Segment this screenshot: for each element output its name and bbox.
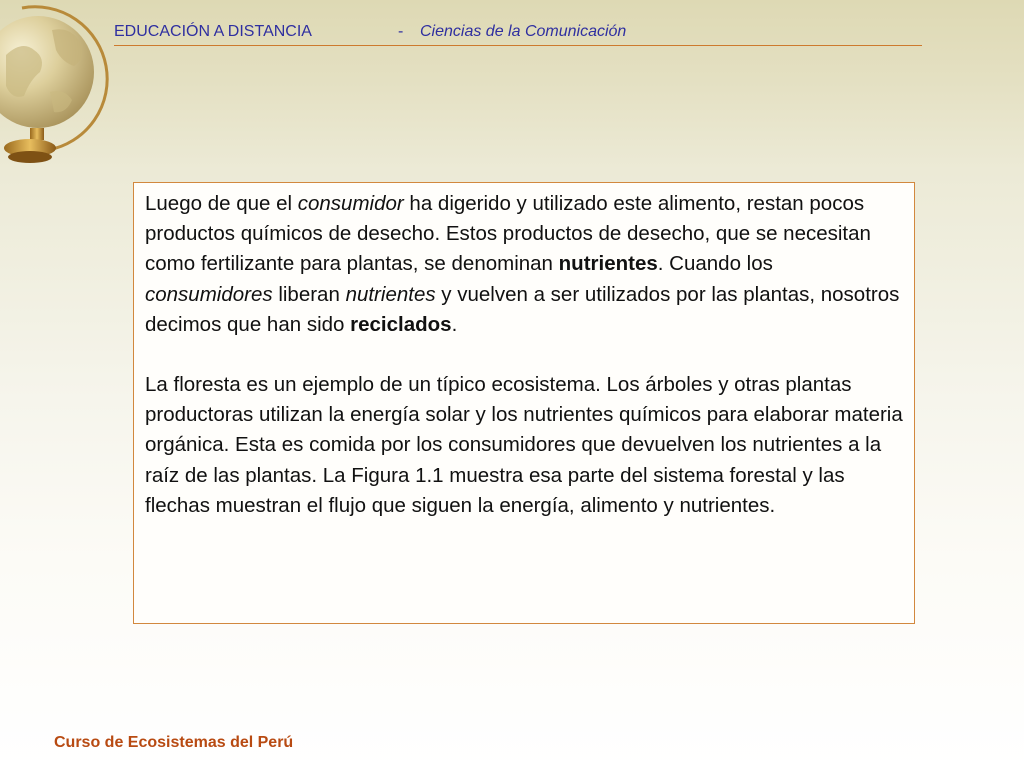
italic-term: consumidores <box>145 282 273 306</box>
globe-icon <box>0 0 110 175</box>
text-segment: y vuelven a ser utilizados por las plantas, nosotros decimos que han sido <box>145 282 900 336</box>
text-segment: ha digerido y utilizado este alimento, restan pocos productos químicos de desecho. Estos productos de desecho, que se necesitan como fertilizante para plantas, se denominan <box>145 192 871 276</box>
bold-term: reciclados <box>350 312 452 336</box>
bold-term: nutrientes <box>558 252 658 276</box>
header-bar <box>114 21 922 46</box>
paragraph-1 <box>145 189 904 340</box>
italic-term: nutrientes <box>345 282 436 306</box>
course-subtitle: Ciencias de la Comunicación <box>420 23 627 40</box>
program-title: EDUCACIÓN A DISTANCIA <box>114 23 312 40</box>
content-box <box>133 182 915 624</box>
header-separator: - <box>398 23 404 40</box>
italic-term: consumidor <box>297 192 404 215</box>
footer-course-title: Curso de Ecosistemas del Perú <box>54 734 294 751</box>
text-segment: liberan <box>272 282 346 306</box>
text-segment: . <box>451 312 458 336</box>
text-segment: Luego de que el <box>145 192 298 215</box>
paragraph-2: La floresta es un ejemplo de un típico ecosistema. Los árboles y otras plantas productoras utilizan la energía solar y los nutrientes químicos para elaborar materia orgánica. Esta es comida por los consumidores que devuelven los nutrientes a la raíz de las plantas. La Figura 1.1 muestra esa parte del sistema forestal y las flechas muestran el flujo que siguen la energía, alimento y nutrientes. <box>145 373 903 517</box>
text-segment: . Cuando los <box>657 252 773 276</box>
